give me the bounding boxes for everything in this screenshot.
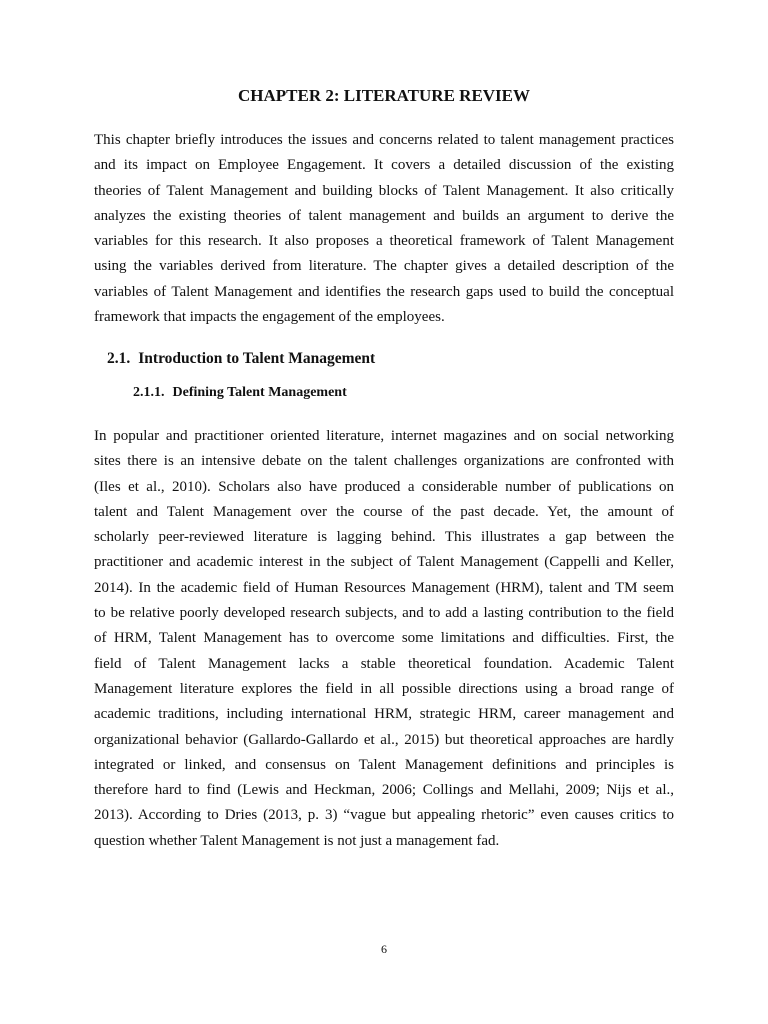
text-line: This chapter briefly introduces the issues and concerns related to talent management practices [94,132,674,148]
text-line: theories of Talent Management and building blocks of Talent Management. It also critically [94,182,674,199]
text-line: In popular and practitioner oriented literature, internet magazines and on social networking [94,428,674,444]
text-line: academic traditions, including international HRM, strategic HRM, career management and [94,706,674,723]
text-line: field of Talent Management lacks a stable theoretical foundation. Academic Talent [94,655,674,672]
text-line: integrated or linked, and consensus on Talent Management definitions and principles is [94,756,674,773]
text-line: question whether Talent Management is not just a management fad. [94,832,500,849]
text-line: practitioner and academic interest in the subject of Talent Management (Cappelli and Keller, [94,554,674,571]
text-line: to be relative poorly developed research subjects, and to add a lasting contribution to the field [94,605,674,622]
text-line: framework that impacts the engagement of the employees. [94,309,445,326]
page-number: 6 [381,942,387,956]
section-heading [107,350,375,368]
chapter-title: CHAPTER 2: LITERATURE REVIEW [237,86,531,105]
intro-paragraph [94,128,674,330]
text-line: of HRM, Talent Management has to overcome some limitations and difficulties. First, the [94,630,674,647]
text-line: and its impact on Employee Engagement. It covers a detailed discussion of the existing [94,157,674,174]
text-line: therefore hard to find (Lewis and Heckman, 2006; Collings and Mellahi, 2009; Nijs et al., [94,782,674,799]
text-line: (Iles et al., 2010). Scholars also have produced a considerable number of publications on [94,478,674,495]
text-line: using the variables derived from literature. The chapter gives a detailed description of the [94,258,674,275]
text-line: sites there is an intensive debate on the talent challenges organizations are confronted with [94,453,674,470]
text-line: scholarly peer-reviewed literature is lagging behind. This illustrates a gap between the [94,529,674,546]
text-line: talent and Talent Management over the course of the past decade. Yet, the amount of [94,503,674,520]
text-line: variables for this research. It also proposes a theoretical framework of Talent Management [94,233,674,250]
text-line: 2014). In the academic field of Human Resources Management (HRM), talent and TM seem [94,579,674,596]
text-line: Management literature explores the field in all possible directions using a broad range of [94,680,674,697]
body-paragraph [94,424,674,854]
text-line: 2013). According to Dries (2013, p. 3) “vague but appealing rhetoric” even causes critics to [94,807,674,824]
section-title: Introduction to Talent Management [138,350,376,367]
subsection-heading [133,385,347,401]
text-line: organizational behavior (Gallardo-Gallardo et al., 2015) but theoretical approaches are hardly [94,731,674,748]
text-line: variables of Talent Management and identifies the research gaps used to build the conceptual [94,283,674,300]
subsection-title: Defining Talent Management [172,385,347,400]
text-line: analyzes the existing theories of talent management and builds an argument to derive the [94,207,674,224]
section-number: 2.1. [107,350,131,367]
subsection-number: 2.1.1. [133,385,165,400]
